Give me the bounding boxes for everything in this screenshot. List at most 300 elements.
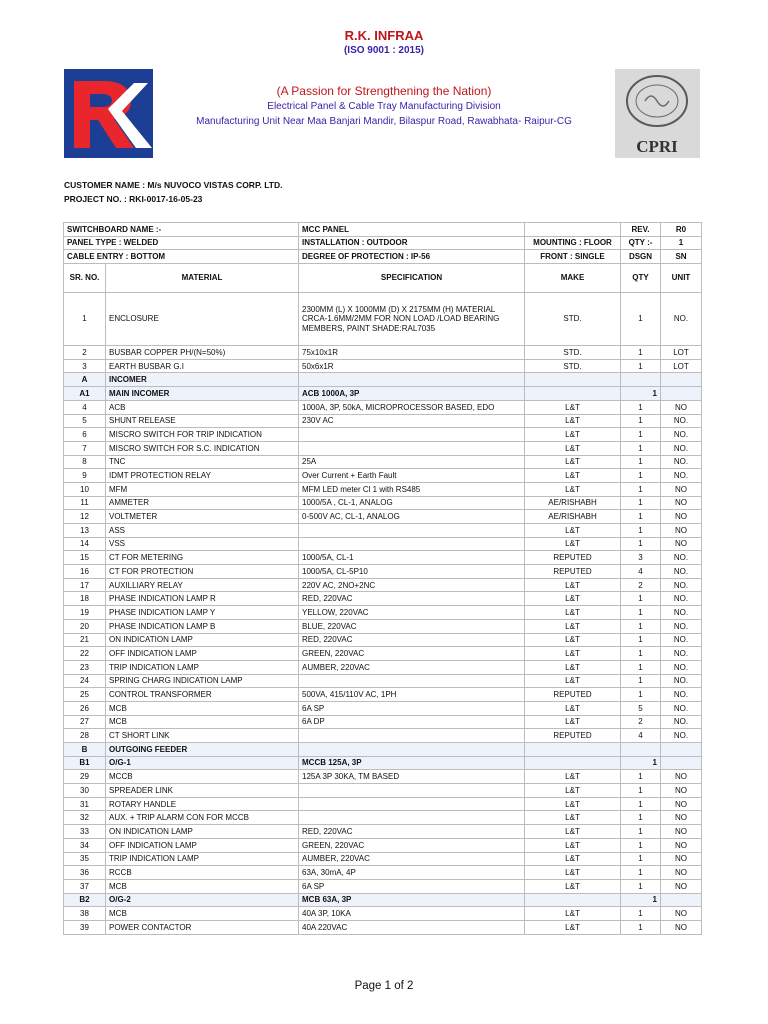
sr-no-cell: 33 xyxy=(64,825,106,839)
material-cell: MCCB xyxy=(106,770,299,784)
qty-cell: 4 xyxy=(621,565,661,579)
unit-cell: NO. xyxy=(661,633,702,647)
sr-no-cell: 29 xyxy=(64,770,106,784)
table-row xyxy=(64,359,702,373)
section-row xyxy=(64,373,702,387)
specification-cell: MCCB 125A, 3P xyxy=(299,756,525,770)
table-row xyxy=(64,469,702,483)
make-cell: REPUTED xyxy=(525,565,621,579)
make-cell: L&T xyxy=(525,482,621,496)
degree-of-protection: DEGREE OF PROTECTION : IP-56 xyxy=(299,250,525,264)
table-row xyxy=(64,592,702,606)
dsgn-label: DSGN xyxy=(621,250,661,264)
material-cell: CT FOR METERING xyxy=(106,551,299,565)
unit-cell: NO. xyxy=(661,729,702,743)
unit-cell xyxy=(661,743,702,757)
table-row xyxy=(64,400,702,414)
table-row xyxy=(64,879,702,893)
specification-cell: 500VA, 415/110V AC, 1PH xyxy=(299,688,525,702)
unit-cell: NO xyxy=(661,482,702,496)
make-cell: L&T xyxy=(525,592,621,606)
specification-cell: RED, 220VAC xyxy=(299,633,525,647)
qty-cell: 1 xyxy=(621,510,661,524)
material-cell: O/G-2 xyxy=(106,893,299,907)
specification-cell xyxy=(299,743,525,757)
column-header-row xyxy=(64,264,702,293)
unit-cell: NO. xyxy=(661,441,702,455)
enclosure-row xyxy=(64,293,702,346)
table-row xyxy=(64,674,702,688)
qty-cell: 1 xyxy=(621,674,661,688)
sr-no-cell: A xyxy=(64,373,106,387)
make-cell: L&T xyxy=(525,852,621,866)
make-cell xyxy=(525,756,621,770)
unit-cell: NO xyxy=(661,510,702,524)
material-cell: OUTGOING FEEDER xyxy=(106,743,299,757)
enclosure-spec: 2300MM (L) X 1000MM (D) X 2175MM (H) MATERIAL CRCA-1.6MM/2MM FOR NON LOAD /LOAD BEARING MEMBERS, PAINT SHADE:RAL7035 xyxy=(299,293,525,346)
qty-cell: 1 xyxy=(621,852,661,866)
tagline: (A Passion for Strengthening the Nation) xyxy=(276,84,492,98)
switchboard-row xyxy=(64,223,702,237)
qty-cell: 1 xyxy=(621,825,661,839)
specification-cell xyxy=(299,373,525,387)
table-row xyxy=(64,414,702,428)
material-cell: MAIN INCOMER xyxy=(106,387,299,401)
cpri-seal xyxy=(615,69,700,158)
sr-no-cell: 5 xyxy=(64,414,106,428)
make-cell: L&T xyxy=(525,674,621,688)
sr-no-cell: 20 xyxy=(64,619,106,633)
material-cell: EARTH BUSBAR G.I xyxy=(106,359,299,373)
make-cell: AE/RISHABH xyxy=(525,510,621,524)
qty-cell xyxy=(621,743,661,757)
sr-no-cell: 37 xyxy=(64,879,106,893)
sr-no-cell: 36 xyxy=(64,866,106,880)
table-row xyxy=(64,907,702,921)
material-cell: MCB xyxy=(106,715,299,729)
sr-no-cell: 18 xyxy=(64,592,106,606)
qty-cell: 1 xyxy=(621,537,661,551)
make-cell: L&T xyxy=(525,660,621,674)
material-cell: VSS xyxy=(106,537,299,551)
customer-name: CUSTOMER NAME : M/s NUVOCO VISTAS CORP. LTD. xyxy=(64,180,283,190)
switchboard-extra xyxy=(525,223,621,237)
make-cell xyxy=(525,387,621,401)
unit-cell: NO. xyxy=(661,674,702,688)
material-cell: MCB xyxy=(106,907,299,921)
specification-cell xyxy=(299,428,525,442)
material-cell: CT SHORT LINK xyxy=(106,729,299,743)
unit-cell: NO xyxy=(661,825,702,839)
sr-no-cell: 27 xyxy=(64,715,106,729)
qty-cell: 1 xyxy=(621,920,661,934)
cable-entry: CABLE ENTRY : BOTTOM xyxy=(64,250,299,264)
qty-cell: 1 xyxy=(621,524,661,538)
qty-cell: 1 xyxy=(621,455,661,469)
table-row xyxy=(64,524,702,538)
make-cell xyxy=(525,743,621,757)
specification-cell: BLUE, 220VAC xyxy=(299,619,525,633)
qty-cell: 1 xyxy=(621,811,661,825)
specification-cell: 50x6x1R xyxy=(299,359,525,373)
unit-cell: NO xyxy=(661,838,702,852)
unit-cell: LOT xyxy=(661,359,702,373)
make-cell: L&T xyxy=(525,811,621,825)
unit-cell: NO. xyxy=(661,578,702,592)
make-cell: L&T xyxy=(525,537,621,551)
make-cell: L&T xyxy=(525,578,621,592)
unit-cell: NO xyxy=(661,524,702,538)
material-cell: BUSBAR COPPER PH/(N=50%) xyxy=(106,346,299,360)
specification-cell xyxy=(299,784,525,798)
specification-cell: AUMBER, 220VAC xyxy=(299,660,525,674)
unit-cell: NO xyxy=(661,496,702,510)
material-cell: ON INDICATION LAMP xyxy=(106,633,299,647)
table-row xyxy=(64,482,702,496)
qty-cell: 1 xyxy=(621,647,661,661)
material-cell: POWER CONTACTOR xyxy=(106,920,299,934)
qty-cell: 1 xyxy=(621,770,661,784)
material-cell: MFM xyxy=(106,482,299,496)
qty-cell: 1 xyxy=(621,866,661,880)
sr-no-cell: 9 xyxy=(64,469,106,483)
table-row xyxy=(64,633,702,647)
unit-cell: NO. xyxy=(661,660,702,674)
enclosure-sr: 1 xyxy=(64,293,106,346)
unit-address: Manufacturing Unit Near Maa Banjari Mandir, Bilaspur Road, Rawabhata- Raipur-CG xyxy=(196,116,572,127)
specification-cell: MFM LED meter Cl 1 with RS485 xyxy=(299,482,525,496)
specification-cell: 1000/5A , CL-1, ANALOG xyxy=(299,496,525,510)
material-cell: OFF INDICATION LAMP xyxy=(106,647,299,661)
specification-cell: 63A, 30mA, 4P xyxy=(299,866,525,880)
specification-cell: 75x10x1R xyxy=(299,346,525,360)
sr-no-cell: 21 xyxy=(64,633,106,647)
switchboard-name: SWITCHBOARD NAME :- xyxy=(64,223,299,237)
sr-no-cell: 17 xyxy=(64,578,106,592)
qty-cell: 1 xyxy=(621,496,661,510)
make-cell xyxy=(525,373,621,387)
sr-no-cell: 19 xyxy=(64,606,106,620)
table-row xyxy=(64,565,702,579)
sr-no-cell: 15 xyxy=(64,551,106,565)
col-material: MATERIAL xyxy=(106,264,299,293)
specification-cell: RED, 220VAC xyxy=(299,825,525,839)
cable-entry-row xyxy=(64,250,702,264)
material-cell: ACB xyxy=(106,400,299,414)
specification-cell: 6A DP xyxy=(299,715,525,729)
specification-cell: 1000/5A, CL-1 xyxy=(299,551,525,565)
unit-cell: NO. xyxy=(661,551,702,565)
qty-cell: 1 xyxy=(621,756,661,770)
sr-no-cell: 26 xyxy=(64,701,106,715)
table-row xyxy=(64,852,702,866)
material-cell: PHASE INDICATION LAMP R xyxy=(106,592,299,606)
make-cell: L&T xyxy=(525,838,621,852)
col-specification: SPECIFICATION xyxy=(299,264,525,293)
table-row xyxy=(64,496,702,510)
enclosure-material: ENCLOSURE xyxy=(106,293,299,346)
unit-cell: LOT xyxy=(661,346,702,360)
make-cell: L&T xyxy=(525,414,621,428)
table-row xyxy=(64,811,702,825)
table-row xyxy=(64,729,702,743)
qty-cell: 1 xyxy=(621,441,661,455)
section-row xyxy=(64,756,702,770)
unit-cell: NO. xyxy=(661,414,702,428)
qty-cell: 1 xyxy=(621,619,661,633)
unit-cell: NO xyxy=(661,797,702,811)
qty-cell: 1 xyxy=(621,606,661,620)
specification-cell: Over Current + Earth Fault xyxy=(299,469,525,483)
table-row xyxy=(64,920,702,934)
specification-cell xyxy=(299,729,525,743)
table-row xyxy=(64,647,702,661)
make-cell: STD. xyxy=(525,346,621,360)
specification-cell xyxy=(299,811,525,825)
specification-cell: 1000/5A, CL-5P10 xyxy=(299,565,525,579)
qty-cell: 1 xyxy=(621,633,661,647)
sr-no-cell: 7 xyxy=(64,441,106,455)
unit-cell: NO. xyxy=(661,469,702,483)
make-cell: L&T xyxy=(525,866,621,880)
table-row xyxy=(64,715,702,729)
qty-cell: 2 xyxy=(621,578,661,592)
qty-cell: 4 xyxy=(621,729,661,743)
unit-cell xyxy=(661,387,702,401)
make-cell: L&T xyxy=(525,469,621,483)
qty-cell: 1 xyxy=(621,414,661,428)
qty-cell: 1 xyxy=(621,592,661,606)
material-cell: SPRING CHARG INDICATION LAMP xyxy=(106,674,299,688)
unit-cell: NO. xyxy=(661,647,702,661)
sr-no-cell: 25 xyxy=(64,688,106,702)
qty-cell xyxy=(621,373,661,387)
table-row xyxy=(64,606,702,620)
specification-cell: RED, 220VAC xyxy=(299,592,525,606)
material-cell: SPREADER LINK xyxy=(106,784,299,798)
specification-cell: AUMBER, 220VAC xyxy=(299,852,525,866)
table-row xyxy=(64,688,702,702)
specification-cell: GREEN, 220VAC xyxy=(299,838,525,852)
material-cell: AUX. + TRIP ALARM CON FOR MCCB xyxy=(106,811,299,825)
sr-no-cell: 11 xyxy=(64,496,106,510)
qty-cell: 1 xyxy=(621,797,661,811)
table-row xyxy=(64,660,702,674)
qty-cell: 1 xyxy=(621,784,661,798)
sr-no-cell: 31 xyxy=(64,797,106,811)
unit-cell: NO xyxy=(661,400,702,414)
sr-no-cell: 2 xyxy=(64,346,106,360)
sr-no-cell: 13 xyxy=(64,524,106,538)
specification-cell: 40A 220VAC xyxy=(299,920,525,934)
material-cell: RCCB xyxy=(106,866,299,880)
unit-cell: NO xyxy=(661,537,702,551)
make-cell: L&T xyxy=(525,441,621,455)
rev-label: REV. xyxy=(621,223,661,237)
unit-cell: NO. xyxy=(661,592,702,606)
specification-cell: 40A 3P, 10KA xyxy=(299,907,525,921)
make-cell: L&T xyxy=(525,400,621,414)
sr-no-cell: 10 xyxy=(64,482,106,496)
unit-cell xyxy=(661,893,702,907)
qty-cell: 1 xyxy=(621,482,661,496)
material-cell: TRIP INDICATION LAMP xyxy=(106,660,299,674)
sr-no-cell: 23 xyxy=(64,660,106,674)
make-cell: STD. xyxy=(525,359,621,373)
specification-cell xyxy=(299,797,525,811)
make-cell: L&T xyxy=(525,633,621,647)
table-row xyxy=(64,346,702,360)
qty-label: QTY :- xyxy=(621,236,661,250)
sr-no-cell: 32 xyxy=(64,811,106,825)
material-cell: MCB xyxy=(106,879,299,893)
unit-cell: NO xyxy=(661,784,702,798)
sr-no-cell: 16 xyxy=(64,565,106,579)
make-cell: L&T xyxy=(525,524,621,538)
table-row xyxy=(64,866,702,880)
unit-cell: NO. xyxy=(661,565,702,579)
col-qty: QTY xyxy=(621,264,661,293)
unit-cell: NO xyxy=(661,866,702,880)
table-row xyxy=(64,701,702,715)
section-row xyxy=(64,893,702,907)
material-cell: TRIP INDICATION LAMP xyxy=(106,852,299,866)
unit-cell: NO. xyxy=(661,606,702,620)
make-cell: L&T xyxy=(525,606,621,620)
specification-cell xyxy=(299,674,525,688)
specification-cell xyxy=(299,524,525,538)
qty-cell: 1 xyxy=(621,359,661,373)
make-cell: L&T xyxy=(525,770,621,784)
section-row xyxy=(64,743,702,757)
specification-cell: GREEN, 220VAC xyxy=(299,647,525,661)
make-cell: L&T xyxy=(525,920,621,934)
unit-cell: NO. xyxy=(661,428,702,442)
make-cell: L&T xyxy=(525,619,621,633)
qty-cell: 1 xyxy=(621,428,661,442)
specification-cell: YELLOW, 220VAC xyxy=(299,606,525,620)
material-cell: OFF INDICATION LAMP xyxy=(106,838,299,852)
bill-of-materials-table xyxy=(63,222,702,935)
material-cell: SHUNT RELEASE xyxy=(106,414,299,428)
material-cell: O/G-1 xyxy=(106,756,299,770)
specification-cell: 230V AC xyxy=(299,414,525,428)
sr-no-cell: 35 xyxy=(64,852,106,866)
specification-cell: 1000A, 3P, 50kA, MICROPROCESSOR BASED, EDO xyxy=(299,400,525,414)
qty-cell: 1 xyxy=(621,387,661,401)
unit-cell: NO xyxy=(661,811,702,825)
table-row xyxy=(64,797,702,811)
dsgn-value: SN xyxy=(661,250,702,264)
qty-cell: 2 xyxy=(621,715,661,729)
table-row xyxy=(64,838,702,852)
material-cell: MISCRO SWITCH FOR TRIP INDICATION xyxy=(106,428,299,442)
make-cell: L&T xyxy=(525,715,621,729)
make-cell: REPUTED xyxy=(525,688,621,702)
make-cell: L&T xyxy=(525,428,621,442)
enclosure-make: STD. xyxy=(525,293,621,346)
installation: INSTALLATION : OUTDOOR xyxy=(299,236,525,250)
sr-no-cell: A1 xyxy=(64,387,106,401)
qty-cell: 1 xyxy=(621,907,661,921)
col-make: MAKE xyxy=(525,264,621,293)
switchboard-value: MCC PANEL xyxy=(299,223,525,237)
table-row xyxy=(64,510,702,524)
table-row xyxy=(64,551,702,565)
material-cell: AUXILLIARY RELAY xyxy=(106,578,299,592)
make-cell: AE/RISHABH xyxy=(525,496,621,510)
material-cell: INCOMER xyxy=(106,373,299,387)
rev-value: R0 xyxy=(661,223,702,237)
table-row xyxy=(64,784,702,798)
sr-no-cell: 22 xyxy=(64,647,106,661)
specification-cell: ACB 1000A, 3P xyxy=(299,387,525,401)
table-row xyxy=(64,825,702,839)
material-cell: ASS xyxy=(106,524,299,538)
make-cell: REPUTED xyxy=(525,551,621,565)
table-row xyxy=(64,537,702,551)
sr-no-cell: 12 xyxy=(64,510,106,524)
enclosure-qty: 1 xyxy=(621,293,661,346)
qty-cell: 1 xyxy=(621,346,661,360)
qty-cell: 1 xyxy=(621,879,661,893)
unit-cell: NO. xyxy=(661,619,702,633)
front: FRONT : SINGLE xyxy=(525,250,621,264)
iso-certification: (ISO 9001 : 2015) xyxy=(343,45,425,56)
sr-no-cell: B2 xyxy=(64,893,106,907)
make-cell: L&T xyxy=(525,907,621,921)
make-cell: L&T xyxy=(525,797,621,811)
unit-cell: NO xyxy=(661,852,702,866)
unit-cell xyxy=(661,373,702,387)
specification-cell xyxy=(299,537,525,551)
material-cell: MISCRO SWITCH FOR S.C. INDICATION xyxy=(106,441,299,455)
qty-cell: 1 xyxy=(621,838,661,852)
panel-type: PANEL TYPE : WELDED xyxy=(64,236,299,250)
unit-cell: NO xyxy=(661,770,702,784)
material-cell: MCB xyxy=(106,701,299,715)
table-row xyxy=(64,619,702,633)
specification-cell: 6A SP xyxy=(299,879,525,893)
specification-cell: 220V AC, 2NO+2NC xyxy=(299,578,525,592)
specification-cell: 125A 3P 30KA, TM BASED xyxy=(299,770,525,784)
enclosure-unit: NO. xyxy=(661,293,702,346)
sr-no-cell: B xyxy=(64,743,106,757)
material-cell: TNC xyxy=(106,455,299,469)
make-cell: L&T xyxy=(525,879,621,893)
page-footer: Page 1 of 2 xyxy=(354,980,414,992)
unit-cell: NO. xyxy=(661,715,702,729)
sr-no-cell: 28 xyxy=(64,729,106,743)
specification-cell: MCB 63A, 3P xyxy=(299,893,525,907)
table-row xyxy=(64,578,702,592)
sr-no-cell: 39 xyxy=(64,920,106,934)
material-cell: PHASE INDICATION LAMP B xyxy=(106,619,299,633)
sr-no-cell: 3 xyxy=(64,359,106,373)
mounting: MOUNTING : FLOOR xyxy=(525,236,621,250)
qty-cell: 1 xyxy=(621,469,661,483)
unit-cell: NO. xyxy=(661,455,702,469)
material-cell: IDMT PROTECTION RELAY xyxy=(106,469,299,483)
panel-type-row xyxy=(64,236,702,250)
table-row xyxy=(64,441,702,455)
unit-cell: NO. xyxy=(661,701,702,715)
svg-text:CPRI: CPRI xyxy=(636,137,678,156)
specification-cell: 25A xyxy=(299,455,525,469)
specification-cell xyxy=(299,441,525,455)
project-number: PROJECT NO. : RKI-0017-16-05-23 xyxy=(64,194,203,204)
sr-no-cell: 4 xyxy=(64,400,106,414)
